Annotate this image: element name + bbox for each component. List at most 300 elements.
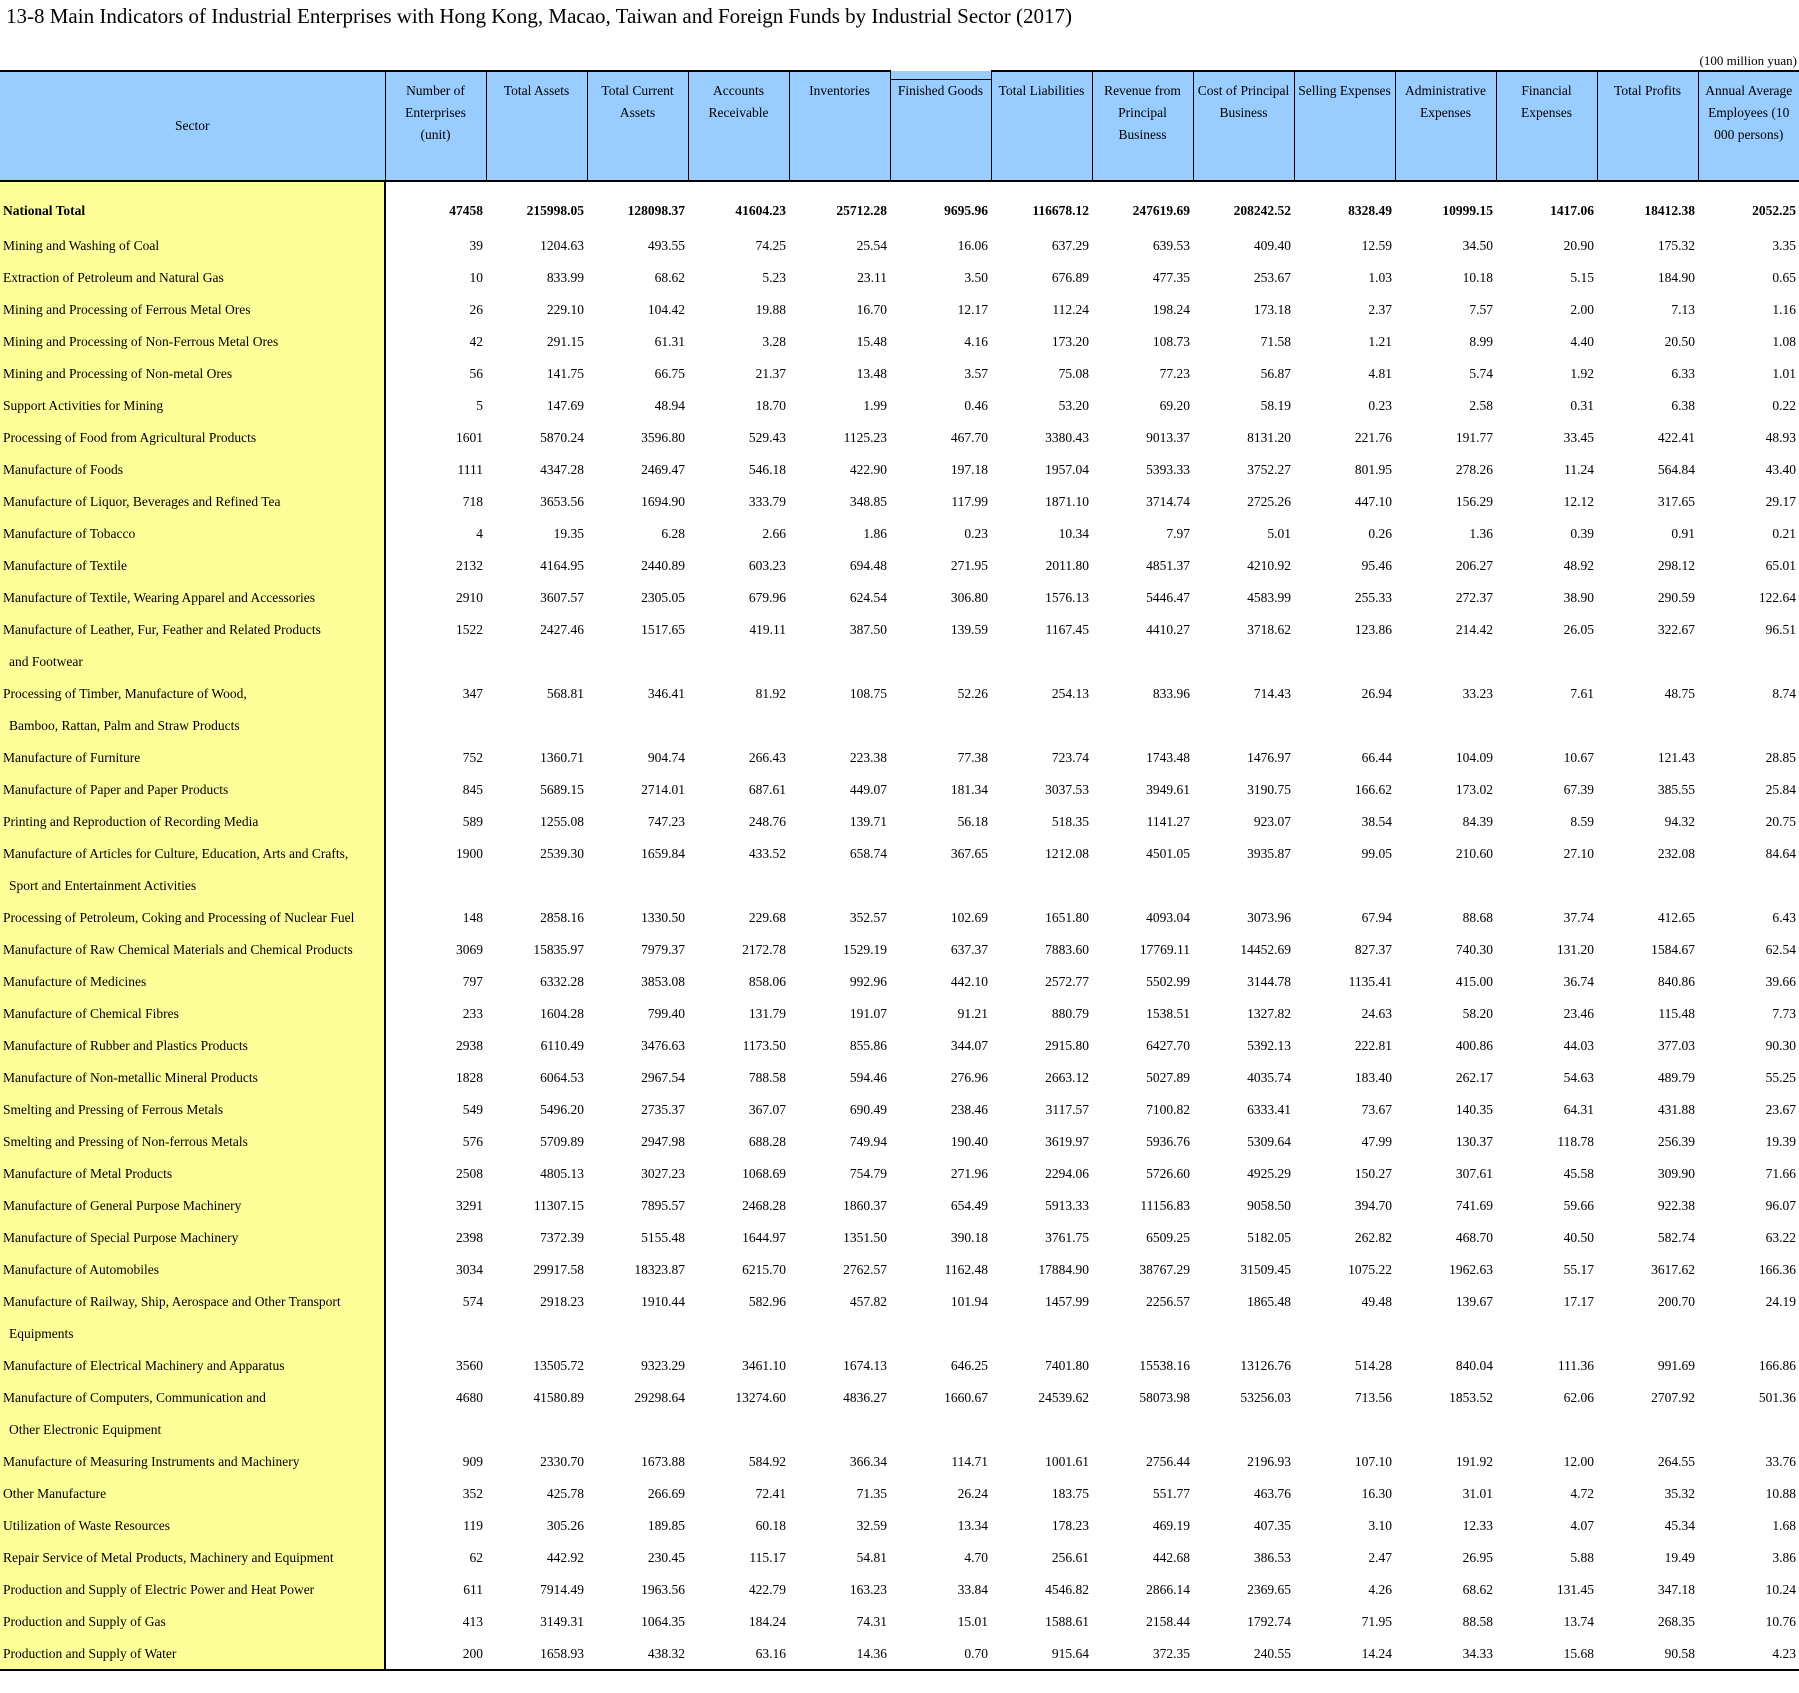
value-cell: 679.96 — [748, 590, 786, 605]
value-cell: 611 — [463, 1582, 483, 1597]
value-cell: 184.24 — [748, 1614, 786, 1629]
value-cell: 1860.37 — [843, 1198, 887, 1213]
value-cell: 108.73 — [1152, 334, 1190, 349]
value-cell: 1694.90 — [641, 494, 685, 509]
value-cell: 582.96 — [748, 1294, 786, 1309]
value-cell: 4.81 — [1368, 366, 1392, 381]
value-cell: 139.59 — [950, 622, 988, 637]
value-cell: 5446.47 — [1146, 590, 1190, 605]
value-cell: 25.84 — [1765, 782, 1796, 797]
value-cell: 84.39 — [1462, 814, 1493, 829]
value-cell: 11307.15 — [533, 1198, 584, 1213]
value-cell: 20.75 — [1765, 814, 1796, 829]
value-cell: 2468.28 — [742, 1198, 786, 1213]
value-cell: 123.86 — [1354, 622, 1392, 637]
value-cell: 253.67 — [1253, 270, 1291, 285]
value-cell — [1496, 870, 1597, 902]
column-header — [789, 71, 890, 181]
value-cell — [1395, 710, 1496, 742]
value-cell: 1075.22 — [1348, 1262, 1392, 1277]
value-cell: 639.53 — [1152, 238, 1190, 253]
value-cell — [1597, 870, 1698, 902]
value-cell: 501.36 — [1758, 1390, 1796, 1405]
value-cell: 923.07 — [1253, 814, 1291, 829]
value-cell: 55.25 — [1765, 1070, 1796, 1085]
value-cell: 2132 — [456, 558, 483, 573]
value-cell: 2052.25 — [1698, 181, 1799, 230]
value-cell — [1294, 646, 1395, 678]
value-cell — [587, 870, 688, 902]
value-cell: 139.71 — [849, 814, 887, 829]
value-cell — [1395, 646, 1496, 678]
sector-cell: Smelting and Pressing of Ferrous Metals — [0, 1094, 385, 1126]
value-cell: 29298.64 — [634, 1390, 685, 1405]
value-cell: 7883.60 — [1045, 942, 1089, 957]
value-cell: 3149.31 — [540, 1614, 584, 1629]
column-header — [991, 71, 1092, 181]
value-cell — [1193, 646, 1294, 678]
value-cell: 39.66 — [1765, 974, 1796, 989]
value-cell: 5870.24 — [540, 430, 584, 445]
table-row — [0, 422, 1799, 454]
column-header — [688, 71, 789, 181]
value-cell: 15538.16 — [1139, 1358, 1190, 1373]
value-cell: 42 — [469, 334, 483, 349]
value-cell: 3.57 — [964, 366, 988, 381]
value-cell: 1255.08 — [540, 814, 584, 829]
value-cell: 2330.70 — [540, 1454, 584, 1469]
value-cell: 16.30 — [1361, 1486, 1392, 1501]
value-cell: 75.08 — [1058, 366, 1089, 381]
value-cell: 15.01 — [957, 1614, 988, 1629]
value-cell: 191.07 — [849, 1006, 887, 1021]
value-cell: 5.23 — [762, 270, 786, 285]
value-cell: 19.39 — [1765, 1134, 1796, 1149]
sector-cell: Manufacture of Tobacco — [0, 518, 385, 550]
value-cell: 291.15 — [546, 334, 584, 349]
header-row — [0, 71, 1799, 181]
value-cell: 166.86 — [1758, 1358, 1796, 1373]
value-cell: 2762.57 — [843, 1262, 887, 1277]
value-cell: 1212.08 — [1045, 846, 1089, 861]
value-cell: 208242.52 — [1193, 181, 1294, 230]
column-header — [1496, 71, 1597, 181]
value-cell: 33.45 — [1563, 430, 1594, 445]
value-cell: 139.67 — [1455, 1294, 1493, 1309]
value-cell: 431.88 — [1657, 1102, 1695, 1117]
value-cell: 690.49 — [849, 1102, 887, 1117]
value-cell: 49.48 — [1361, 1294, 1392, 1309]
table-header — [0, 71, 1799, 181]
column-header — [1092, 71, 1193, 181]
value-cell: 1001.61 — [1045, 1454, 1089, 1469]
value-cell: 2469.47 — [641, 462, 685, 477]
value-cell: 442.92 — [546, 1550, 584, 1565]
value-cell — [1698, 870, 1799, 902]
sector-cell: Manufacture of Metal Products — [0, 1158, 385, 1190]
value-cell: 6064.53 — [540, 1070, 584, 1085]
value-cell: 1865.48 — [1247, 1294, 1291, 1309]
value-cell: 518.35 — [1051, 814, 1089, 829]
value-cell: 468.70 — [1455, 1230, 1493, 1245]
column-header-label: Number of Enterprises (unit) — [405, 83, 466, 142]
value-cell: 8.59 — [1570, 814, 1594, 829]
column-header-label: Administrative Expenses — [1405, 83, 1486, 120]
value-cell: 37.74 — [1563, 910, 1594, 925]
value-cell: 7.73 — [1772, 1006, 1796, 1021]
table-row — [0, 838, 1799, 870]
value-cell: 223.38 — [849, 750, 887, 765]
value-cell: 175.32 — [1657, 238, 1695, 253]
value-cell: 688.28 — [748, 1134, 786, 1149]
sector-cell: Processing of Food from Agricultural Products — [0, 422, 385, 454]
value-cell: 17.17 — [1563, 1294, 1594, 1309]
value-cell: 114.71 — [951, 1454, 988, 1469]
sector-cell: Sport and Entertainment Activities — [0, 870, 385, 902]
value-cell: 200.70 — [1657, 1294, 1695, 1309]
value-cell — [1496, 710, 1597, 742]
value-cell: 1517.65 — [641, 622, 685, 637]
sector-cell: Manufacture of Liquor, Beverages and Refined Tea — [0, 486, 385, 518]
value-cell — [1294, 710, 1395, 742]
value-cell: 788.58 — [748, 1070, 786, 1085]
value-cell — [587, 646, 688, 678]
sector-cell: Printing and Reproduction of Recording Media — [0, 806, 385, 838]
table-row — [0, 1222, 1799, 1254]
value-cell: 141.75 — [546, 366, 584, 381]
value-cell: 0.39 — [1570, 526, 1594, 541]
value-cell: 5502.99 — [1146, 974, 1190, 989]
value-cell: 2967.54 — [641, 1070, 685, 1085]
value-cell: 41580.89 — [533, 1390, 584, 1405]
value-cell: 66.44 — [1361, 750, 1392, 765]
value-cell: 6215.70 — [742, 1262, 786, 1277]
value-cell: 646.25 — [950, 1358, 988, 1373]
value-cell: 34.50 — [1462, 238, 1493, 253]
table-row — [0, 1158, 1799, 1190]
column-header — [385, 71, 486, 181]
table-row — [0, 1286, 1799, 1318]
sector-cell: Manufacture of Special Purpose Machinery — [0, 1222, 385, 1254]
table-row — [0, 486, 1799, 518]
table-row — [0, 1414, 1799, 1446]
value-cell — [1698, 646, 1799, 678]
value-cell: 3.28 — [762, 334, 786, 349]
value-cell: 6110.49 — [540, 1038, 584, 1053]
value-cell: 4093.04 — [1146, 910, 1190, 925]
column-header — [1597, 71, 1698, 181]
value-cell: 88.68 — [1462, 910, 1493, 925]
value-cell — [1092, 870, 1193, 902]
value-cell: 6509.25 — [1146, 1230, 1190, 1245]
value-cell: 262.82 — [1354, 1230, 1392, 1245]
value-cell: 909 — [462, 1454, 483, 1469]
value-cell: 4 — [476, 526, 483, 541]
value-cell: 3714.74 — [1146, 494, 1190, 509]
value-cell: 2938 — [456, 1038, 483, 1053]
value-cell: 238.46 — [950, 1102, 988, 1117]
table-row — [0, 1062, 1799, 1094]
value-cell: 1601 — [456, 430, 483, 445]
value-cell: 3853.08 — [641, 974, 685, 989]
value-cell: 68.62 — [1462, 1582, 1493, 1597]
value-cell: 3607.57 — [540, 590, 584, 605]
value-cell: 4805.13 — [540, 1166, 584, 1181]
value-cell: 317.65 — [1657, 494, 1695, 509]
value-cell: 61.31 — [654, 334, 685, 349]
value-cell — [1294, 1414, 1395, 1446]
value-cell: 4347.28 — [540, 462, 584, 477]
value-cell: 13126.76 — [1240, 1358, 1291, 1373]
value-cell: 0.22 — [1772, 398, 1796, 413]
value-cell: 4.07 — [1570, 1518, 1594, 1533]
value-cell: 47458 — [385, 181, 486, 230]
sector-cell: Processing of Petroleum, Coking and Processing of Nuclear Fuel — [0, 902, 385, 934]
value-cell: 2440.89 — [641, 558, 685, 573]
table-row — [0, 710, 1799, 742]
value-cell: 13.74 — [1563, 1614, 1594, 1629]
value-cell: 0.91 — [1671, 526, 1695, 541]
value-cell: 63.16 — [688, 1638, 789, 1670]
value-cell: 2.37 — [1368, 302, 1392, 317]
value-cell: 457.82 — [849, 1294, 887, 1309]
value-cell: 4.72 — [1570, 1486, 1594, 1501]
value-cell: 62.54 — [1765, 942, 1796, 957]
value-cell: 16.70 — [856, 302, 887, 317]
value-cell: 412.65 — [1657, 910, 1695, 925]
value-cell: 191.77 — [1455, 430, 1493, 445]
value-cell: 347.18 — [1657, 1582, 1695, 1597]
column-header — [1395, 71, 1496, 181]
sector-cell: Manufacture of Articles for Culture, Education, Arts and Crafts, — [0, 838, 385, 870]
value-cell: 10.34 — [1058, 526, 1089, 541]
sector-cell: Production and Supply of Electric Power and Heat Power — [0, 1574, 385, 1606]
value-cell: 16.06 — [957, 238, 988, 253]
value-cell: 833.99 — [546, 270, 584, 285]
column-header — [890, 71, 991, 181]
value-cell: 386.53 — [1253, 1550, 1291, 1565]
value-cell: 4546.82 — [1045, 1582, 1089, 1597]
indicators-table-wrapper — [0, 70, 1799, 1671]
value-cell: 7.97 — [1166, 526, 1190, 541]
value-cell: 14.24 — [1294, 1638, 1395, 1670]
value-cell: 307.61 — [1455, 1166, 1493, 1181]
value-cell — [688, 1318, 789, 1350]
value-cell: 173.18 — [1253, 302, 1291, 317]
value-cell: 3190.75 — [1247, 782, 1291, 797]
value-cell: 433.52 — [748, 846, 786, 861]
value-cell: 422.41 — [1657, 430, 1695, 445]
table-row — [0, 454, 1799, 486]
value-cell: 71.66 — [1765, 1166, 1796, 1181]
value-cell — [890, 1318, 991, 1350]
value-cell: 752 — [462, 750, 483, 765]
value-cell: 24539.62 — [1038, 1390, 1089, 1405]
value-cell: 1828 — [456, 1070, 483, 1085]
value-cell: 1644.97 — [742, 1230, 786, 1245]
column-header-label: Total Assets — [503, 83, 570, 98]
value-cell: 3291 — [456, 1198, 483, 1213]
value-cell: 3761.75 — [1045, 1230, 1089, 1245]
value-cell: 99.05 — [1361, 846, 1392, 861]
value-cell: 419.11 — [749, 622, 786, 637]
sector-cell: Manufacture of Paper and Paper Products — [0, 774, 385, 806]
column-header — [1193, 71, 1294, 181]
value-cell: 72.41 — [755, 1486, 786, 1501]
value-cell: 366.34 — [849, 1454, 887, 1469]
value-cell: 71.95 — [1361, 1614, 1392, 1629]
value-cell: 1351.50 — [843, 1230, 887, 1245]
column-header — [1294, 71, 1395, 181]
value-cell: 173.20 — [1051, 334, 1089, 349]
value-cell: 551.77 — [1152, 1486, 1190, 1501]
value-cell: 7100.82 — [1146, 1102, 1190, 1117]
table-row — [0, 678, 1799, 710]
value-cell: 624.54 — [849, 590, 887, 605]
value-cell: 25.54 — [856, 238, 887, 253]
value-cell: 3752.27 — [1247, 462, 1291, 477]
value-cell — [1597, 1318, 1698, 1350]
value-cell — [991, 1414, 1092, 1446]
column-header-label: Inventories — [809, 83, 870, 98]
column-header-label: Sector — [175, 118, 210, 133]
value-cell: 8328.49 — [1294, 181, 1395, 230]
value-cell: 4410.27 — [1146, 622, 1190, 637]
value-cell: 200 — [385, 1638, 486, 1670]
value-cell: 3617.62 — [1651, 1262, 1695, 1277]
value-cell: 197.18 — [950, 462, 988, 477]
value-cell: 5155.48 — [641, 1230, 685, 1245]
value-cell: 13.34 — [957, 1518, 988, 1533]
value-cell: 45.58 — [1563, 1166, 1594, 1181]
value-cell: 394.70 — [1354, 1198, 1392, 1213]
value-cell: 264.55 — [1657, 1454, 1695, 1469]
value-cell: 10.88 — [1765, 1486, 1796, 1501]
value-cell: 1522 — [456, 622, 483, 637]
value-cell: 2158.44 — [1146, 1614, 1190, 1629]
value-cell: 4035.74 — [1247, 1070, 1291, 1085]
value-cell: 91.21 — [957, 1006, 988, 1021]
value-cell: 38767.29 — [1139, 1262, 1190, 1277]
value-cell: 713.56 — [1354, 1390, 1392, 1405]
value-cell: 131.79 — [748, 1006, 786, 1021]
value-cell: 58.20 — [1462, 1006, 1493, 1021]
value-cell: 637.37 — [950, 942, 988, 957]
value-cell: 12.12 — [1563, 494, 1594, 509]
value-cell — [1395, 870, 1496, 902]
value-cell: 4.70 — [964, 1550, 988, 1565]
value-cell: 2915.80 — [1045, 1038, 1089, 1053]
value-cell: 17769.11 — [1139, 942, 1190, 957]
table-body — [0, 181, 1799, 1670]
value-cell: 1125.23 — [843, 430, 887, 445]
value-cell: 240.55 — [1193, 1638, 1294, 1670]
value-cell: 48.92 — [1563, 558, 1594, 573]
value-cell: 48.93 — [1765, 430, 1796, 445]
value-cell — [1496, 646, 1597, 678]
value-cell: 5913.33 — [1045, 1198, 1089, 1213]
value-cell: 422.79 — [748, 1582, 786, 1597]
value-cell: 2172.78 — [742, 942, 786, 957]
value-cell: 34.33 — [1395, 1638, 1496, 1670]
column-header-label: Total Liabilities — [998, 83, 1085, 98]
sector-cell: Equipments — [0, 1318, 385, 1350]
value-cell: 88.58 — [1462, 1614, 1493, 1629]
value-cell: 858.06 — [748, 974, 786, 989]
sector-cell: Manufacture of Foods — [0, 454, 385, 486]
value-cell: 118.78 — [1557, 1134, 1594, 1149]
value-cell: 5027.89 — [1146, 1070, 1190, 1085]
value-cell: 589 — [462, 814, 483, 829]
value-cell: 3461.10 — [742, 1358, 786, 1373]
value-cell: 1660.67 — [944, 1390, 988, 1405]
value-cell: 7.57 — [1469, 302, 1493, 317]
value-cell: 3653.56 — [540, 494, 584, 509]
value-cell: 3027.23 — [641, 1166, 685, 1181]
value-cell: 63.22 — [1765, 1230, 1796, 1245]
value-cell: 2910 — [456, 590, 483, 605]
table-row — [0, 1350, 1799, 1382]
value-cell: 333.79 — [748, 494, 786, 509]
value-cell: 26.05 — [1563, 622, 1594, 637]
value-cell: 2508 — [456, 1166, 483, 1181]
value-cell: 2305.05 — [641, 590, 685, 605]
value-cell: 191.92 — [1455, 1454, 1493, 1469]
value-cell: 96.07 — [1765, 1198, 1796, 1213]
value-cell: 489.79 — [1657, 1070, 1695, 1085]
value-cell: 1604.28 — [540, 1006, 584, 1021]
table-row — [0, 262, 1799, 294]
value-cell: 0.65 — [1772, 270, 1796, 285]
value-cell: 5936.76 — [1146, 1134, 1190, 1149]
value-cell: 10.24 — [1765, 1582, 1796, 1597]
value-cell — [789, 1414, 890, 1446]
value-cell: 67.94 — [1361, 910, 1392, 925]
value-cell: 173.02 — [1455, 782, 1493, 797]
value-cell: 2735.37 — [641, 1102, 685, 1117]
value-cell: 801.95 — [1354, 462, 1392, 477]
value-cell: 74.31 — [856, 1614, 887, 1629]
value-cell — [1294, 1318, 1395, 1350]
sector-cell: Manufacture of Furniture — [0, 742, 385, 774]
value-cell: 4680 — [456, 1390, 483, 1405]
sector-cell: Manufacture of Rubber and Plastics Products — [0, 1030, 385, 1062]
value-cell: 442.68 — [1152, 1550, 1190, 1565]
value-cell: 11.24 — [1564, 462, 1594, 477]
value-cell: 2.66 — [762, 526, 786, 541]
value-cell: 367.65 — [950, 846, 988, 861]
value-cell: 7401.80 — [1045, 1358, 1089, 1373]
value-cell: 229.10 — [546, 302, 584, 317]
table-row — [0, 1254, 1799, 1286]
sector-cell: Mining and Washing of Coal — [0, 230, 385, 262]
table-row — [0, 1542, 1799, 1574]
sector-cell: Manufacture of Computers, Communication and — [0, 1382, 385, 1414]
value-cell: 1.99 — [863, 398, 887, 413]
value-cell: 991.69 — [1657, 1358, 1695, 1373]
value-cell: 1659.84 — [641, 846, 685, 861]
value-cell: 797 — [462, 974, 483, 989]
value-cell: 9013.37 — [1146, 430, 1190, 445]
value-cell: 163.23 — [849, 1582, 887, 1597]
value-cell: 3144.78 — [1247, 974, 1291, 989]
value-cell: 3037.53 — [1045, 782, 1089, 797]
value-cell: 122.64 — [1758, 590, 1796, 605]
value-cell: 347 — [462, 686, 483, 701]
value-cell: 222.81 — [1354, 1038, 1392, 1053]
value-cell: 33.76 — [1765, 1454, 1796, 1469]
value-cell: 2572.77 — [1045, 974, 1089, 989]
